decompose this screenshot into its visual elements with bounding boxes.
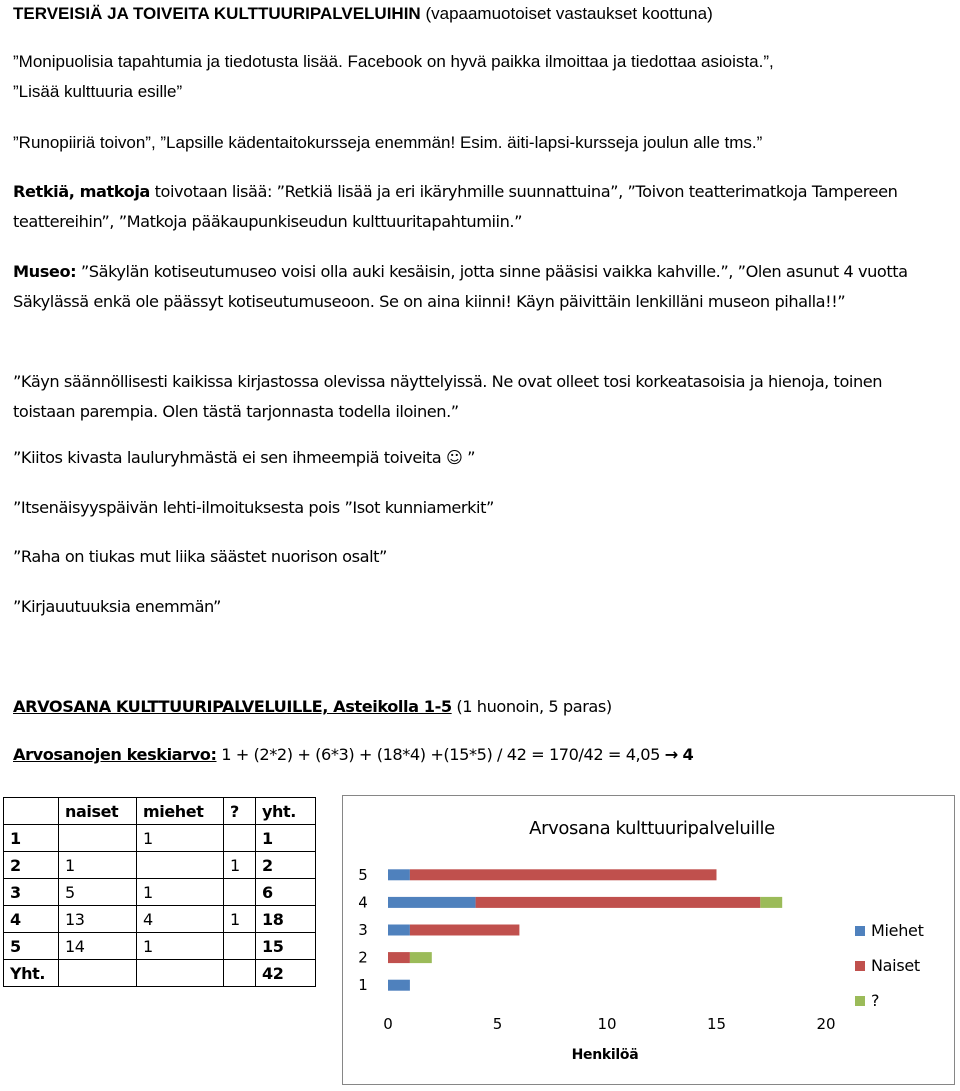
table-cell xyxy=(224,825,256,852)
comment-line-2: ”Lisää kulttuuria esille” xyxy=(13,82,183,101)
chart-x-tick-label: 15 xyxy=(706,1015,727,1033)
table-cell: 6 xyxy=(256,879,316,906)
chart-y-tick-label: 5 xyxy=(358,865,368,884)
chart-x-tick-label: 10 xyxy=(597,1015,617,1033)
arrow-right-icon: → xyxy=(664,745,678,764)
chart-y-tick-label: 2 xyxy=(358,948,368,967)
table-cell xyxy=(59,825,137,852)
table-cell: 1 xyxy=(256,825,316,852)
chart-bar-segment xyxy=(388,925,410,936)
section1-heading: TERVEISIÄ JA TOIVEITA KULTTUURIPALVELUIHIN xyxy=(13,4,421,23)
table-cell xyxy=(137,960,224,987)
table-cell xyxy=(224,960,256,987)
chart-bar-segment xyxy=(388,869,410,880)
chart-bar-segment xyxy=(388,952,410,963)
table-header-cell: yht. xyxy=(256,798,316,825)
average-line xyxy=(13,745,693,764)
section2-heading-line xyxy=(13,697,612,716)
table-cell xyxy=(59,960,137,987)
chart-y-tick-label: 1 xyxy=(358,976,368,995)
chart-legend-swatch xyxy=(855,961,865,971)
chart-bar-segment xyxy=(410,925,520,936)
chart-y-tick-label: 4 xyxy=(358,893,368,912)
table-cell: 1 xyxy=(4,825,59,852)
table-cell: 5 xyxy=(59,879,137,906)
itsenaisyys-line: ”Itsenäisyyspäivän lehti-ilmoituksesta pois ”Isot kunniamerkit” xyxy=(13,498,494,517)
comment-line-1: ”Monipuolisia tapahtumia ja tiedotusta lisää. Facebook on hyvä paikka ilmoittaa ja tiedottaa asioista.”, xyxy=(13,52,774,71)
chart-bar-segment xyxy=(476,897,761,908)
chart-legend-swatch xyxy=(855,996,865,1006)
chart-bar-segment xyxy=(410,952,432,963)
section2-heading-note: (1 huonoin, 5 paras) xyxy=(456,697,612,716)
section1-heading-line xyxy=(13,4,713,24)
chart-bar-segment xyxy=(410,869,717,880)
grades-table xyxy=(3,797,316,987)
table-row xyxy=(4,825,316,852)
table-row xyxy=(4,960,316,987)
retkia-paragraph xyxy=(13,177,948,237)
table-row xyxy=(4,852,316,879)
chart-x-tick-label: 0 xyxy=(383,1015,393,1033)
museo-paragraph xyxy=(13,257,948,317)
chart-svg xyxy=(343,796,954,1084)
table-cell xyxy=(224,879,256,906)
table-cell: 13 xyxy=(59,906,137,933)
table-header-cell: naiset xyxy=(59,798,137,825)
chart-bar-segment xyxy=(388,980,410,991)
kirjasto-paragraph: ”Käyn säännöllisesti kaikissa kirjastossa olevissa näyttelyissä. Ne ovat olleet tosi korkeatasoisia ja hienoja, toinen toistaan parempia. Olen tästä tarjonnasta todella iloinen.” xyxy=(13,372,883,421)
average-result: 4 xyxy=(682,745,694,764)
table-cell: 18 xyxy=(256,906,316,933)
chart-bar-segment xyxy=(760,897,782,908)
chart-title: Arvosana kulttuuripalveluille xyxy=(529,818,775,839)
table-header-cell: ? xyxy=(224,798,256,825)
table-cell: 1 xyxy=(224,906,256,933)
museo-text: ”Säkylän kotiseutumuseo voisi olla auki kesäisin, jotta sinne pääsisi vaikka kahville.”, ”Olen asunut 4 vuotta Säkylässä enkä ole päässyt kotiseutumuseoon. Se on aina kiinni! Käyn päivittäin lenkilläni museon pihalla!!” xyxy=(13,262,908,311)
chart-legend-label: Naiset xyxy=(871,956,920,975)
table-cell: 1 xyxy=(59,852,137,879)
table-row xyxy=(4,933,316,960)
table-cell: Yht. xyxy=(4,960,59,987)
table-header-cell xyxy=(4,798,59,825)
kiitos-line: ”Kiitos kivasta lauluryhmästä ei sen ihmeempiä toiveita ☺ ” xyxy=(13,448,476,467)
table-cell: 2 xyxy=(4,852,59,879)
chart-legend-label: ? xyxy=(871,991,880,1010)
table-cell: 42 xyxy=(256,960,316,987)
average-label: Arvosanojen keskiarvo: xyxy=(13,745,217,764)
table-cell: 15 xyxy=(256,933,316,960)
table-cell xyxy=(137,852,224,879)
table-cell: 1 xyxy=(224,852,256,879)
table-cell: 3 xyxy=(4,879,59,906)
table-cell: 14 xyxy=(59,933,137,960)
grades-chart xyxy=(342,795,955,1085)
table-cell: 1 xyxy=(137,933,224,960)
table-row xyxy=(4,879,316,906)
table-header-cell: miehet xyxy=(137,798,224,825)
table-header-row xyxy=(4,798,316,825)
table-row xyxy=(4,906,316,933)
table-cell: 1 xyxy=(137,825,224,852)
table-cell: 1 xyxy=(137,879,224,906)
table-cell xyxy=(224,933,256,960)
table-cell: 2 xyxy=(256,852,316,879)
table-cell: 4 xyxy=(4,906,59,933)
table-cell: 4 xyxy=(137,906,224,933)
chart-x-tick-label: 20 xyxy=(816,1015,836,1033)
chart-bar-segment xyxy=(388,897,476,908)
museo-label: Museo: xyxy=(13,262,77,281)
comment-line-3: ”Runopiiriä toivon”, ”Lapsille kädentaitokursseja enemmän! Esim. äiti-lapsi-kursseja joulun alle tms.” xyxy=(13,133,763,152)
section1-heading-note: (vapaamuotoiset vastaukset koottuna) xyxy=(425,4,713,23)
kirjautuu-line: ”Kirjauutuuksia enemmän” xyxy=(13,597,221,616)
retkia-label: Retkiä, matkoja xyxy=(13,182,150,201)
table-cell: 5 xyxy=(4,933,59,960)
chart-x-axis-label: Henkilöä xyxy=(571,1047,639,1063)
average-formula: 1 + (2*2) + (6*3) + (18*4) +(15*5) / 42 = 170/42 = 4,05 xyxy=(216,745,665,764)
chart-legend-label: Miehet xyxy=(871,921,924,940)
raha-line: ”Raha on tiukas mut liika säästet nuorison osalt” xyxy=(13,547,387,566)
chart-x-tick-label: 5 xyxy=(492,1015,503,1033)
chart-y-tick-label: 3 xyxy=(358,921,368,939)
section2-heading: ARVOSANA KULTTUURIPALVELUILLE, Asteikolla 1-5 xyxy=(13,697,452,716)
retkia-text: toivotaan lisää: ”Retkiä lisää ja eri ikäryhmille suunnattuina”, ”Toivon teatterimatkoja Tampereen teattereihin”, ”Matkoja pääkaupunkiseudun kulttuuritapahtumiin.” xyxy=(13,182,898,231)
chart-legend-swatch xyxy=(855,926,865,936)
